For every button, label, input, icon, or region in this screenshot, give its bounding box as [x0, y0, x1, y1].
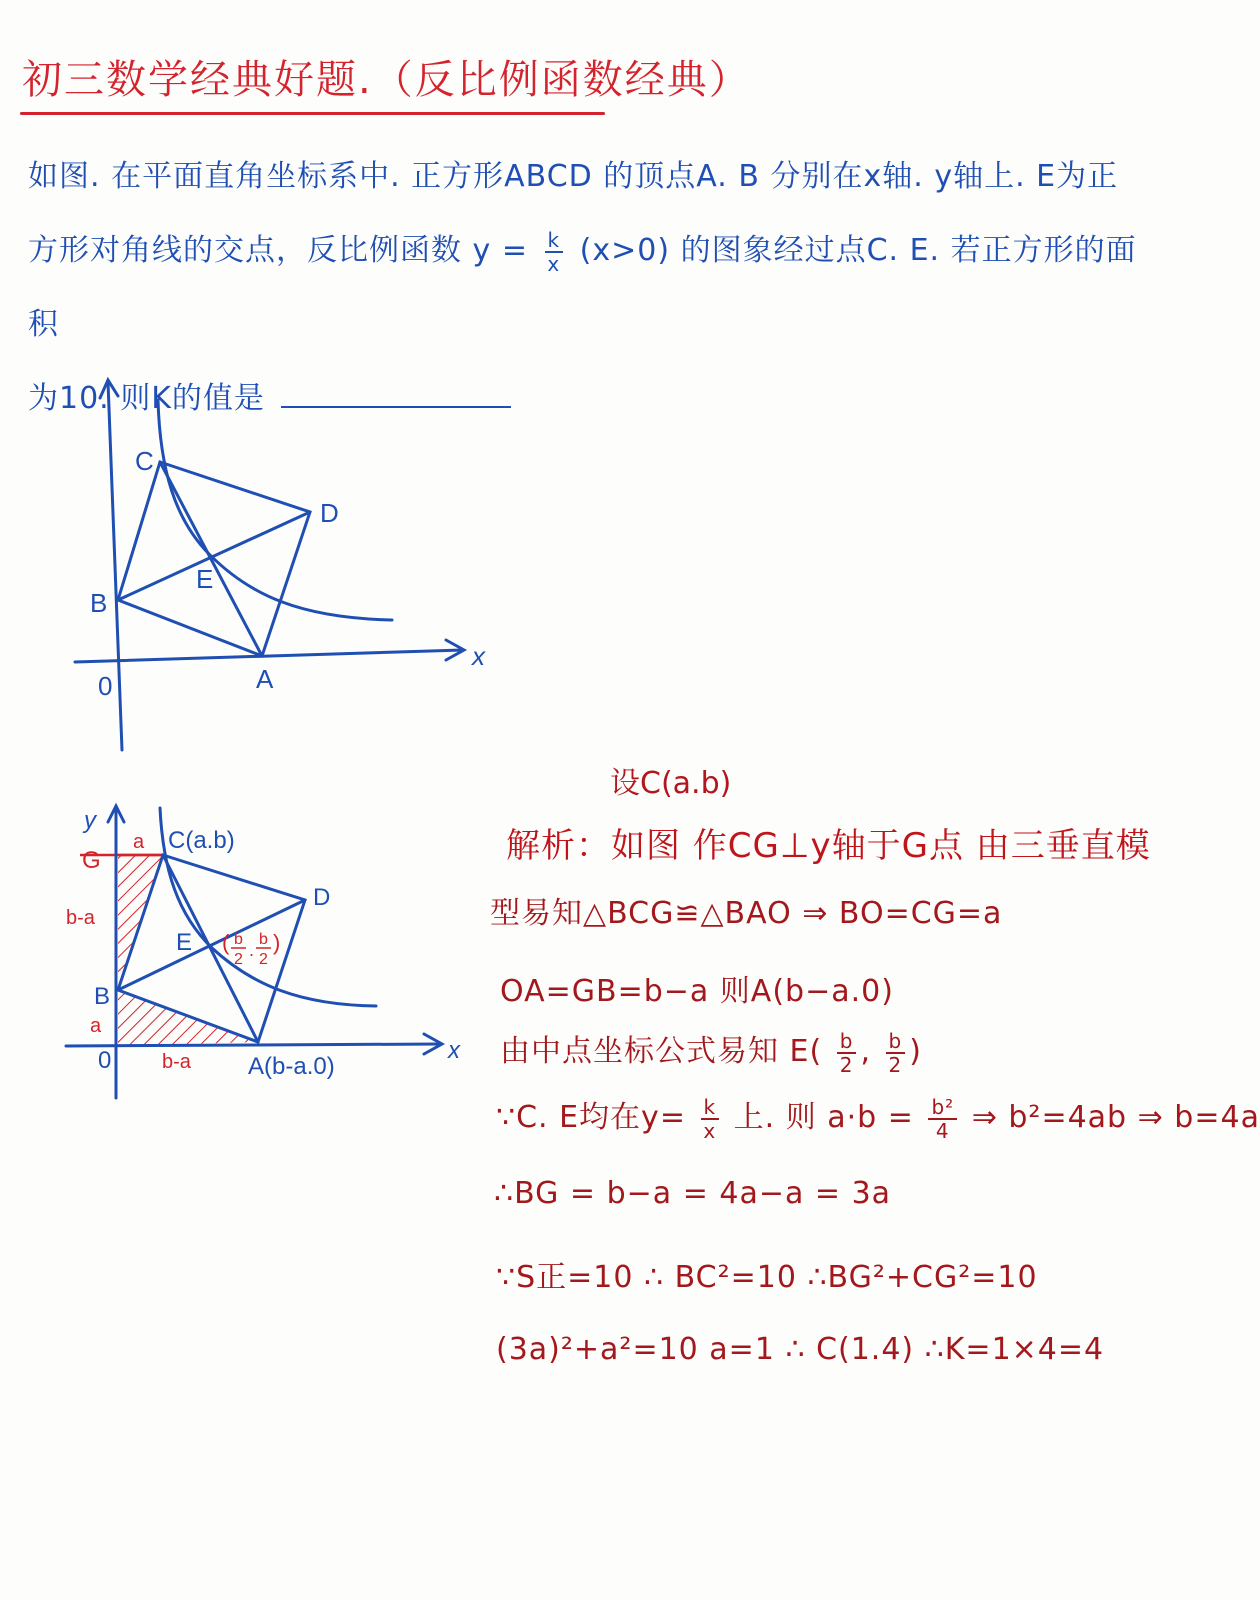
frac-k-over-x: [701, 1096, 720, 1142]
frac-den: x: [703, 1118, 717, 1143]
label-b-minus-a-left: b-a: [66, 907, 95, 929]
label-a-coord: A(b-a.0): [248, 1053, 335, 1080]
label-g: G: [82, 847, 101, 874]
label-c-ab: C(a.b): [168, 827, 235, 854]
label-c: C: [135, 446, 154, 476]
page-title: 初三数学经典好题.（反比例函数经典）: [22, 57, 751, 103]
fraction-denominator: x: [547, 251, 561, 276]
frac-num: b: [837, 1030, 857, 1054]
problem-line-2-start: 方形对角线的交点，反比例函数 y =: [28, 233, 528, 268]
frac-den: 4: [935, 1118, 950, 1143]
solution-line-1: 型易知△BCG≌△BAO ⇒ BO=CG=a: [490, 896, 1003, 931]
e-coord-den1: 2: [234, 951, 243, 968]
e-coord-comma: .: [249, 940, 255, 960]
frac-num: b: [886, 1030, 906, 1054]
frac-den: 2: [839, 1052, 854, 1077]
solution-line-7: (3a)²+a²=10 a=1 ∴ C(1.4) ∴K=1×4=4: [496, 1332, 1105, 1367]
solution-line-5: ∴BG = b−a = 4a−a = 3a: [494, 1176, 892, 1211]
solution-line-4-end: ⇒ b²=4ab ⇒ b=4a: [971, 1100, 1260, 1135]
solution-line-3-start: 由中点坐标公式易知 E(: [500, 1034, 823, 1069]
solution-line-4-start: ∵C. E均在y=: [496, 1100, 686, 1135]
e-coord-close: ): [273, 930, 281, 955]
problem-line-1: 如图. 在平面直角坐标系中. 正方形ABCD 的顶点A. B 分别在x轴. y轴上. E为正: [28, 159, 1119, 194]
e-coord-den2: 2: [259, 951, 268, 968]
e-coord-num2: b: [259, 931, 268, 948]
frac-b2-over-4: [928, 1096, 957, 1142]
solution-line-2: OA=GB=b−a 则A(b−a.0): [500, 974, 894, 1009]
label-e: E: [196, 564, 214, 594]
problem-line-2-end: (x>0) 的图象经过点C. E. 若正方形的面积: [28, 233, 1137, 342]
fraction-numerator: k: [545, 229, 564, 253]
label-x-2: x: [448, 1037, 460, 1064]
label-b-2: B: [94, 983, 111, 1010]
x-axis-2: [66, 1044, 440, 1046]
label-a: A: [256, 664, 274, 694]
solution-heading: 解析：如图 作CG⊥y轴于G点 由三垂直模: [506, 826, 1151, 866]
label-a-left: a: [90, 1015, 102, 1037]
label-d-2: D: [313, 884, 331, 911]
label-origin-2: 0: [98, 1047, 112, 1074]
solution-line-4: [496, 1092, 1260, 1142]
frac-den: 2: [888, 1052, 903, 1077]
label-b: B: [90, 588, 108, 618]
e-coord-num1: b: [234, 931, 243, 948]
label-a-top: a: [133, 831, 145, 853]
label-e-2: E: [176, 929, 193, 956]
frac-b-over-2-b: [886, 1030, 906, 1076]
label-b-minus-a-bottom: b-a: [162, 1051, 191, 1073]
solution-line-3-end: ): [909, 1034, 922, 1069]
frac-num: k: [701, 1096, 720, 1120]
frac-num: b²: [928, 1096, 957, 1120]
label-origin: 0: [98, 671, 113, 701]
label-x: x: [472, 641, 485, 671]
solution-line-4-middle: 上. 则 a·b =: [733, 1100, 914, 1135]
frac-b-over-2-a: [837, 1030, 857, 1076]
label-d: D: [320, 498, 339, 528]
set-c-note: 设C(a.b): [610, 766, 732, 801]
solution-line-6: ∵S正=10 ∴ BC²=10 ∴BG²+CG²=10: [496, 1260, 1038, 1295]
solution-line-3: 由中点坐标公式易知 E( $\frac{b}{2}$ , $\frac{b}{2}$ ): [500, 1028, 922, 1077]
label-y-2: y: [84, 807, 96, 834]
e-coord-open: (: [222, 930, 230, 955]
problem-line-3-text: 为10. 则K的值是: [28, 381, 265, 416]
